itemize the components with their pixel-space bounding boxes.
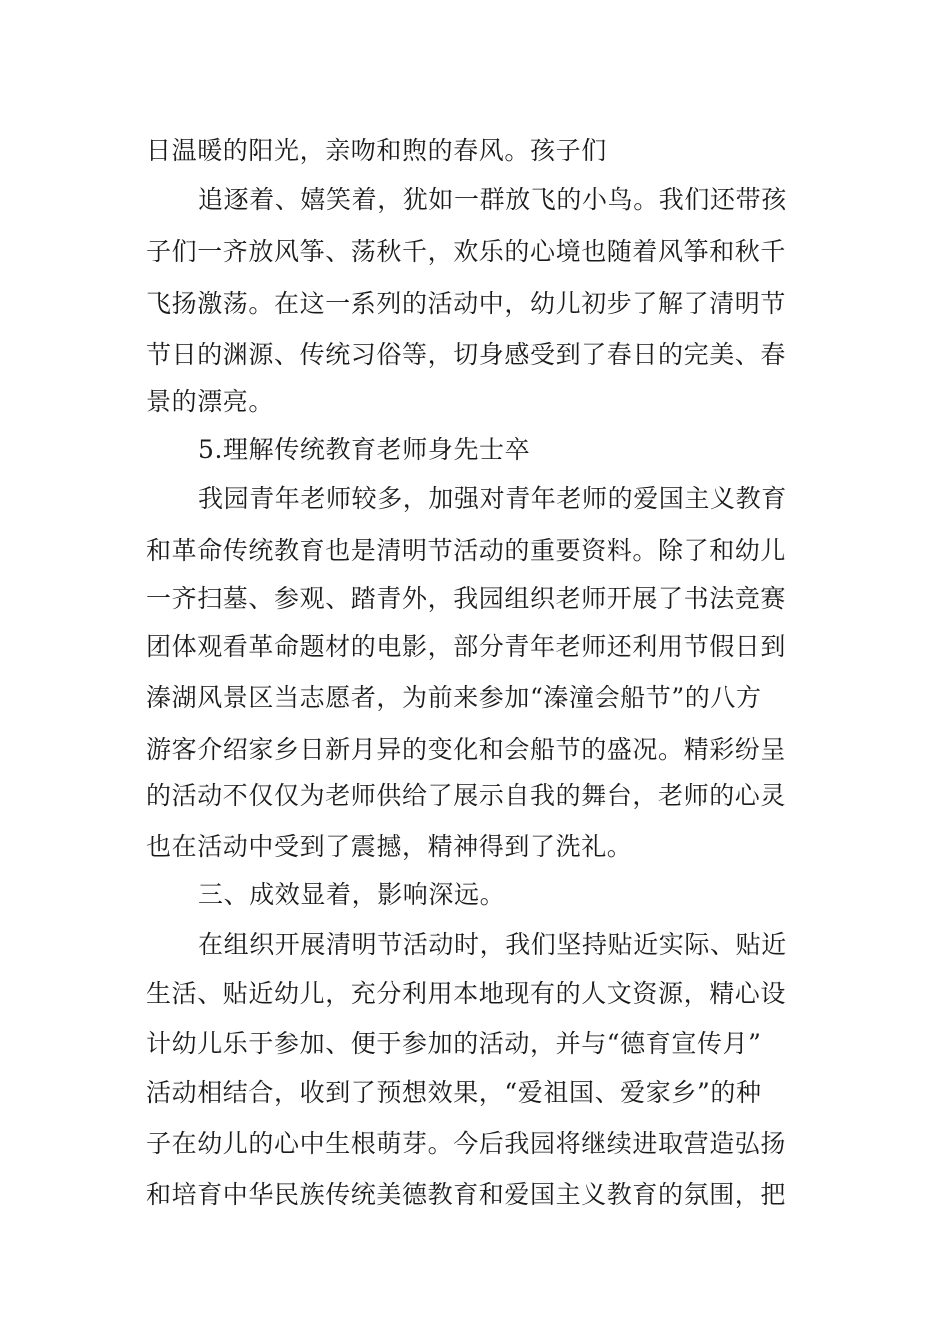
text-line: 景的漂亮。 — [146, 387, 275, 416]
text-line: 和革命传统教育也是清明节活动的重要资料。除了和幼儿 — [146, 536, 787, 565]
text-line: 日温暖的阳光，亲吻和煦的春风。孩子们 — [146, 136, 607, 165]
text-line: 计幼儿乐于参加、便于参加的活动，并与“德育宣传月” — [146, 1029, 762, 1058]
text-line: 子在幼儿的心中生根萌芽。今后我园将继续进取营造弘扬 — [146, 1129, 787, 1158]
text-line: 一齐扫墓、参观、踏青外，我园组织老师开展了书法竞赛 — [146, 584, 787, 613]
text-line: 活动相结合，收到了预想效果，“爱祖国、爱家乡”的种 — [146, 1078, 762, 1107]
text-line: 游客介绍家乡日新月异的变化和会船节的盛况。精彩纷呈 — [146, 735, 787, 764]
text-line: 子们一齐放风筝、荡秋千，欢乐的心境也随着风筝和秋千 — [146, 237, 787, 266]
text-line: 飞扬激荡。在这一系列的活动中，幼儿初步了解了清明节 — [146, 289, 787, 318]
text-line: 溱湖风景区当志愿者，为前来参加“溱潼会船节”的八方 — [146, 683, 762, 712]
text-line: 和培育中华民族传统美德教育和爱国主义教育的氛围，把 — [146, 1180, 787, 1209]
section-heading: 5.理解传统教育老师身先士卒 — [198, 435, 531, 464]
text-line: 在组织开展清明节活动时，我们坚持贴近实际、贴近 — [198, 930, 787, 959]
text-line: 的活动不仅仅为老师供给了展示自我的舞台，老师的心灵 — [146, 781, 787, 810]
text-line: 我园青年老师较多，加强对青年老师的爱国主义教育 — [198, 484, 787, 513]
text-line: 节日的渊源、传统习俗等，切身感受到了春日的完美、春 — [146, 340, 787, 369]
text-line: 团体观看革命题材的电影，部分青年老师还利用节假日到 — [146, 632, 787, 661]
section-heading: 三、成效显着，影响深远。 — [198, 880, 506, 909]
text-line: 追逐着、嬉笑着，犹如一群放飞的小鸟。我们还带孩 — [198, 185, 787, 214]
text-line: 也在活动中受到了震撼，精神得到了洗礼。 — [146, 832, 633, 861]
text-line: 生活、贴近幼儿，充分利用本地现有的人文资源，精心设 — [146, 979, 787, 1008]
